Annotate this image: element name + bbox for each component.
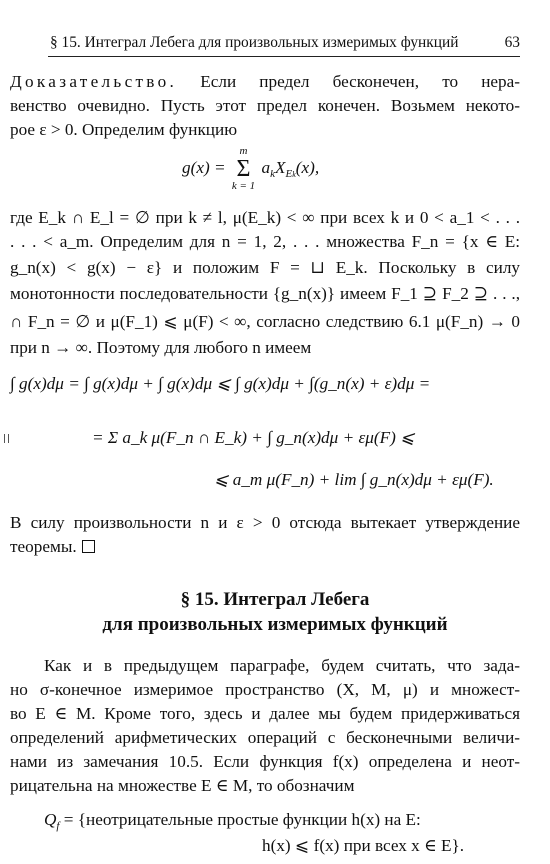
running-header-title: § 15. Интеграл Лебега для произвольных измеримых функций <box>50 34 459 51</box>
sum-upper-limit: m <box>239 145 248 157</box>
summation-sign <box>232 146 255 192</box>
para2-line-6: при n → ∞. Поэтому для любого n имеем <box>10 338 312 357</box>
para2-line-5: ∩ F_n = ∅ и μ(F_1) ⩽ μ(F) < ∞, согласно следствию 6.1 μ(F_n) → 0 <box>10 312 520 331</box>
proof-label: Доказательство. <box>10 72 178 91</box>
coef-a-sub: k <box>270 167 275 180</box>
intro-line-6: рицательна на множестве E ∈ M, то обозначим <box>10 776 355 795</box>
intro-line-2: но σ-конечное измеримое пространство (X, M, μ) и множест- <box>10 680 520 699</box>
running-header <box>48 34 520 57</box>
qf-definition-line-2: h(x) ⩽ f(x) при всех x ∈ E}. <box>262 836 465 855</box>
qf-definition-line-1 <box>44 810 421 830</box>
proof-line-3: рое ε > 0. Определим функцию <box>10 120 238 139</box>
proof-line-1 <box>10 72 520 92</box>
display-row-3: ⩽ a_m μ(F_n) + lim ∫ g_n(x)dμ + εμ(F). <box>214 470 494 489</box>
display-row-2: = Σ a_k μ(F_n ∩ E_k) + ∫ g_n(x)dμ + εμ(F) ⩽ <box>92 428 415 447</box>
sigma-icon: Σ <box>236 156 251 182</box>
intro-line-4: определений арифметических операций с бесконечными величи- <box>10 728 520 747</box>
qed-icon <box>82 540 95 553</box>
formula-g-tail: (x), <box>295 157 320 177</box>
page-number: 63 <box>504 34 520 51</box>
para2-line-1: где E_k ∩ E_l = ∅ при k ≠ l, μ(E_k) < ∞ при всех k и 0 < a_1 < . . . <box>10 208 520 227</box>
qf-definition-text-1: = {неотрицательные простые функции h(x) на E: <box>63 810 421 829</box>
intro-line-1: Как и в предыдущем параграфе, будем считать, что зада- <box>44 656 520 675</box>
indicator-sub <box>285 168 295 180</box>
intro-line-5: нами из замечания 10.5. Если функция f(x) определена и неот- <box>10 752 520 771</box>
proof-line-2: венство очевидно. Пусть этот предел конечен. Возьмем некото- <box>10 96 520 115</box>
coef-a: a <box>261 157 271 177</box>
formula-g-lhs: g(x) = <box>182 157 226 177</box>
conclusion-line-2-text: теоремы. <box>10 537 77 556</box>
formula-g <box>182 146 319 192</box>
display-row-1: ∫ g(x)dμ = ∫ g(x)dμ + ∫ g(x)dμ ⩽ ∫ g(x)dμ + ∫(g_n(x) + ε)dμ = <box>10 374 431 393</box>
indicator-chi: X <box>274 157 286 177</box>
conclusion-line-1: В силу произвольности n и ε > 0 отсюда вытекает утверждение <box>10 513 520 532</box>
qf-symbol: Q <box>44 810 57 829</box>
para2-line-4: монотонности последовательности {g_n(x)} имеем F_1 ⊇ F_2 ⊇ . . ., <box>10 284 520 303</box>
margin-mark <box>4 434 9 443</box>
para2-line-3: g_n(x) < g(x) − ε} и положим F = ⊔ E_k. Поскольку в силу <box>10 258 520 277</box>
section-title-line-1: § 15. Интеграл Лебега <box>180 589 370 610</box>
sum-lower-limit: k = 1 <box>231 180 256 192</box>
qf-subscript: f <box>56 820 60 832</box>
indicator-sub-E: E <box>285 167 293 180</box>
conclusion-line-2 <box>10 537 520 557</box>
indicator-sub-k: k <box>292 169 296 179</box>
proof-line-1-rest: Если предел бесконечен, то нера- <box>200 72 520 91</box>
intro-line-3: во E ∈ M. Кроме того, здесь и далее мы будем придерживаться <box>10 704 520 723</box>
section-title-line-2: для произвольных измеримых функций <box>102 614 448 635</box>
para2-line-2: . . . < a_m. Определим для n = 1, 2, . . . множества F_n = {x ∈ E: <box>10 232 520 251</box>
